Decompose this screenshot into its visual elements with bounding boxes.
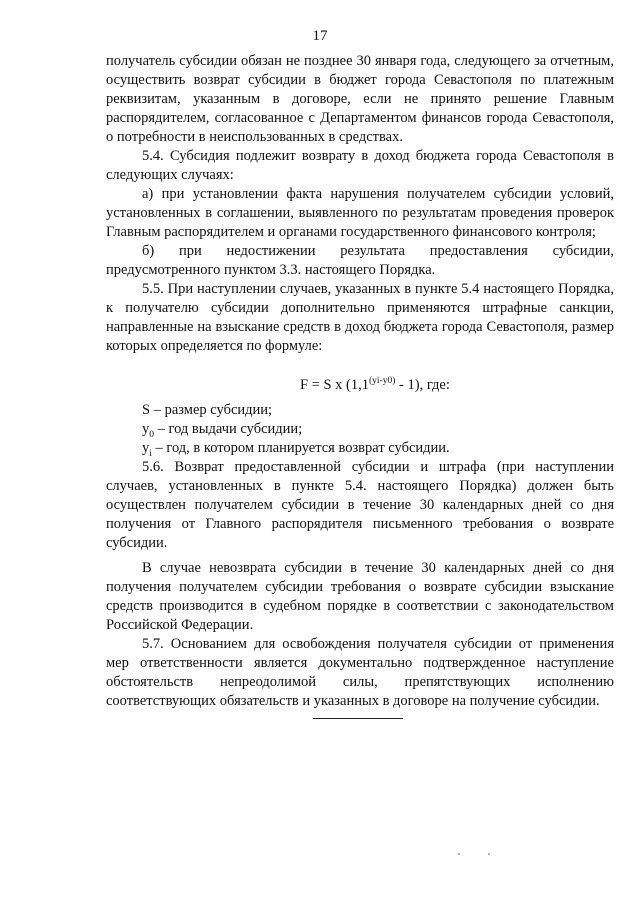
end-of-document-rule [313,718,403,719]
formula-lhs: F = S x (1,1 [300,377,370,393]
paragraph-5-6: 5.6. Возврат предоставленной субсидии и штрафа (при наступлении случаев, установленных в пункте 5.4. настоящего Порядка) должен быть осуществлен получателем субсидии в течение 30 календарных дней со дня получения от Главного распорядителя письменного требования о возврате субсидии. [106,459,614,551]
penalty-formula [106,376,614,395]
scan-speck [488,853,490,855]
scan-speck [458,853,460,855]
document-body [106,52,614,711]
formula-rhs: - 1), где: [395,377,450,393]
variable-y0-definition [106,420,614,439]
paragraph-5-4-b: б) при недостижении результата предоставления субсидии, предусмотренного пунктом 3.3. настоящего Порядка. [106,243,614,278]
yi-subscript: i [149,448,152,459]
formula-exponent: (yi-y0) [369,376,396,387]
paragraph-continuation: получатель субсидии обязан не позднее 30 января года, следующего за отчетным, осуществить возврат субсидии в бюджет города Севастополя по платежным реквизитам, указанным в договоре, если не принято решение Главным распорядителем, согласованное с Департаментом финансов города Севастополя, о потребности в неиспользованных в средствах. [106,53,614,145]
paragraph-5-4: 5.4. Субсидия подлежит возврату в доход бюджета города Севастополя в следующих случаях: [106,148,614,183]
yi-symbol: y [142,440,150,456]
paragraph-5-5: 5.5. При наступлении случаев, указанных в пункте 5.4 настоящего Порядка, к получателю субсидии дополнительно применяются штрафные санкции, направленные на взыскание средств в доход бюджета города Севастополя, размер которых определяется по формуле: [106,281,614,354]
page-number: 17 [312,28,328,44]
paragraph-non-return: В случае невозврата субсидии в течение 30 календарных дней со дня получения получателем субсидии требования о возврате субсидии взыскание средств производится в судебном порядке в соответствии с законодательством Российской Федерации. [106,560,614,633]
paragraph-5-7: 5.7. Основанием для освобождения получателя субсидии от применения мер ответственности является документально подтвержденное наступление обстоятельств непреодолимой силы, препятствующих исполнению соответствующих обязательств и указанных в договоре на получение субсидии. [106,636,614,709]
paragraph-5-4-a: а) при установлении факта нарушения получателем субсидии условий, установленных в соглашении, выявленного по результатам проведения проверок Главным распорядителем и органами государственного финансового контроля; [106,186,614,240]
variable-s-definition: S – размер субсидии; [142,402,273,418]
y0-symbol: y [142,421,150,437]
variable-yi-definition [106,439,614,458]
yi-text: – год, в котором планируется возврат субсидии. [151,440,450,456]
y0-text: – год выдачи субсидии; [154,421,303,437]
y0-subscript: 0 [149,429,154,440]
